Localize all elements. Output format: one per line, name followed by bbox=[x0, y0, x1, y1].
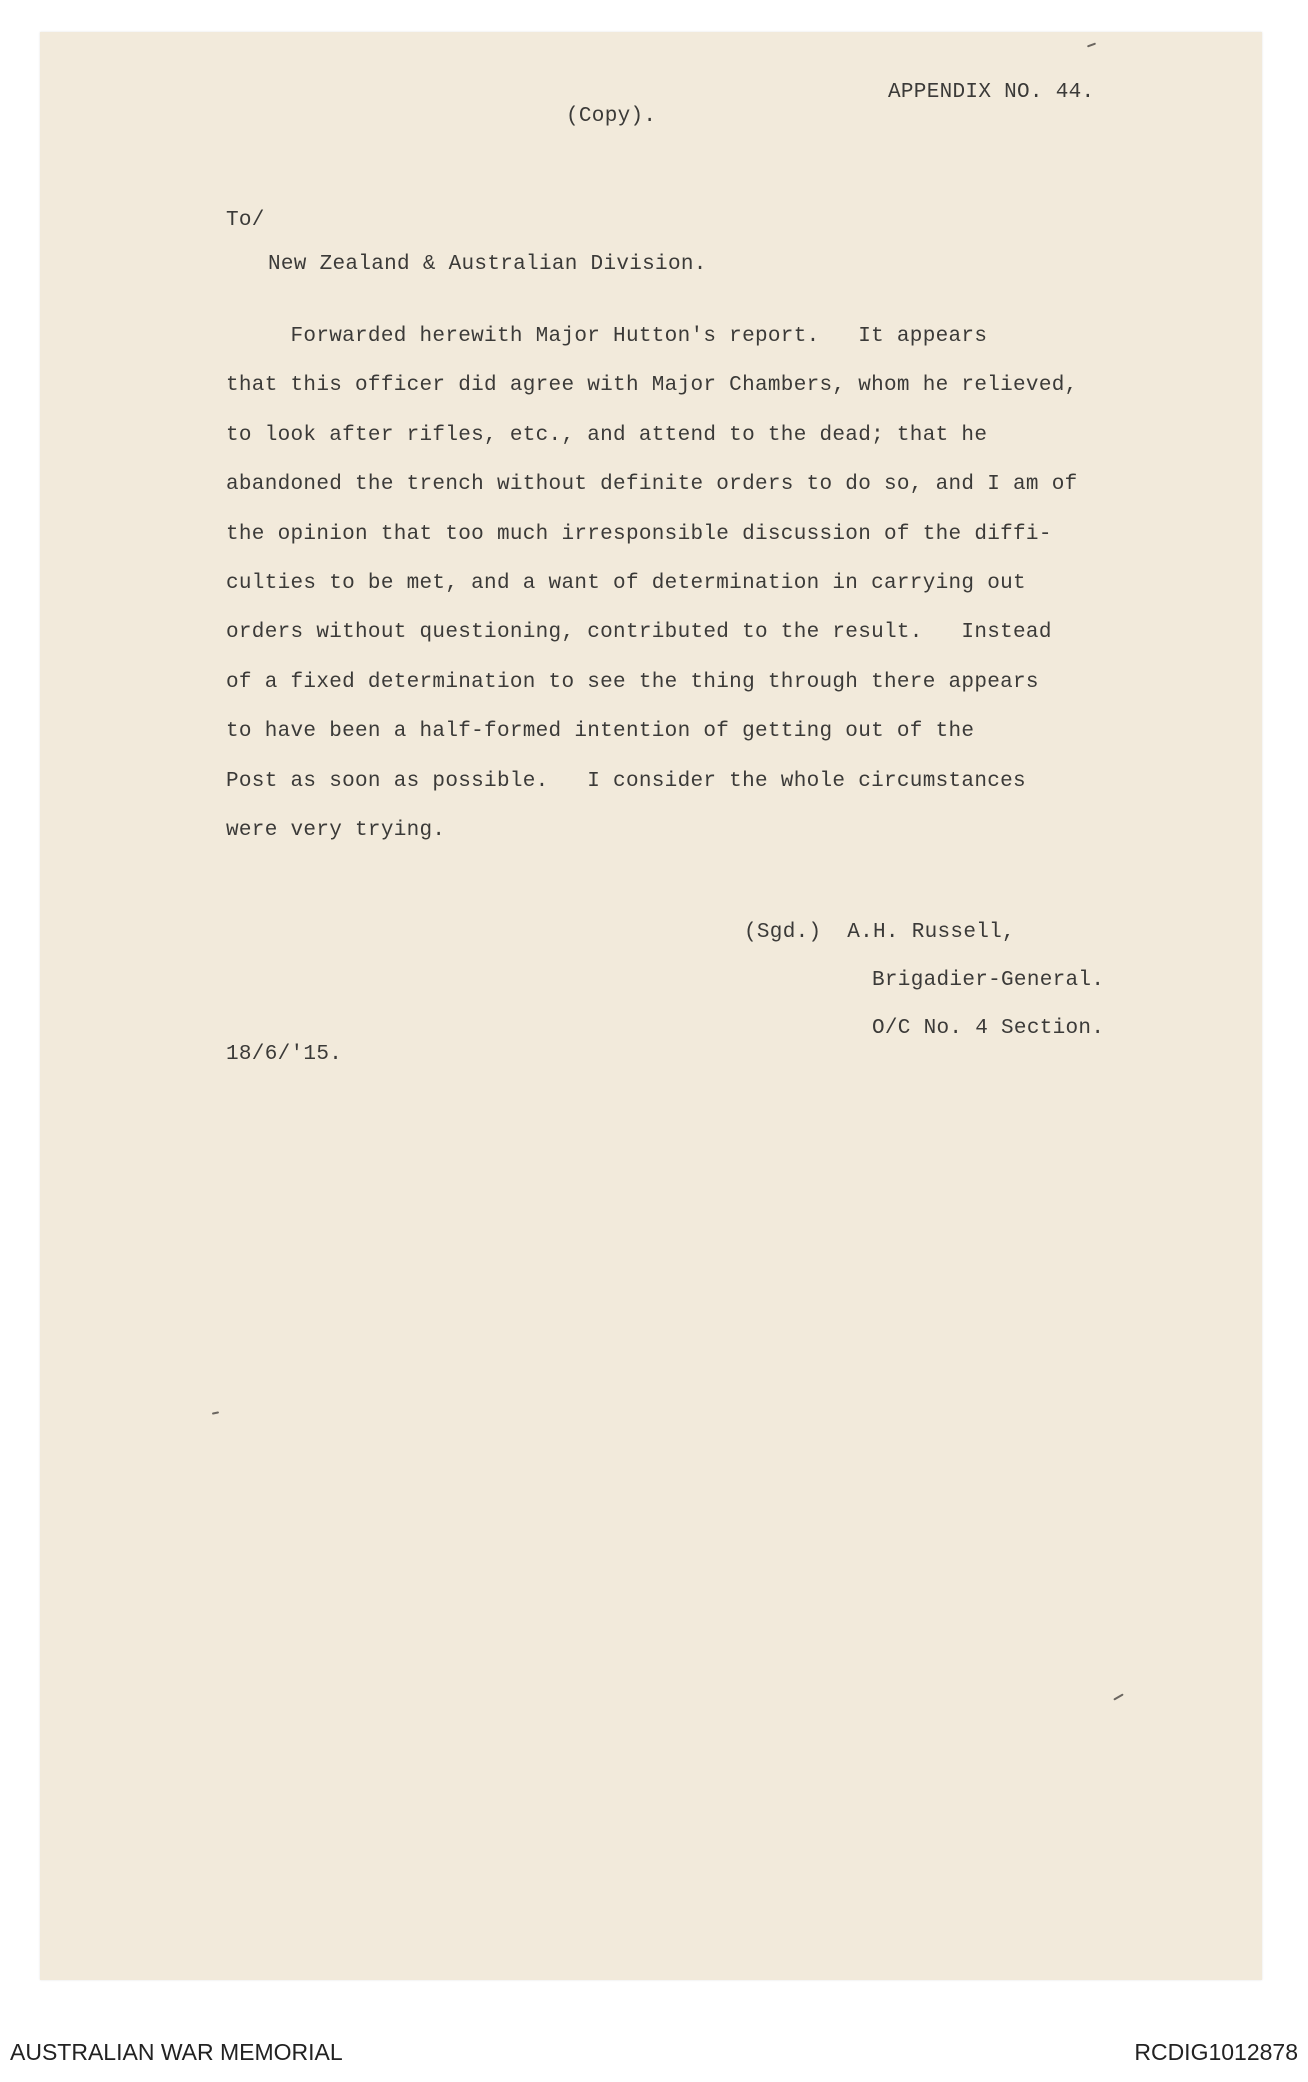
addressee: New Zealand & Australian Division. bbox=[268, 253, 707, 276]
body-line: the opinion that too much irresponsible discussion of the diffi- bbox=[226, 522, 1052, 546]
body-line: Post as soon as possible. I consider the whole circumstances bbox=[226, 769, 1026, 793]
body-line: to have been a half-formed intention of getting out of the bbox=[226, 720, 975, 744]
appendix-number: APPENDIX NO. 44. bbox=[888, 81, 1095, 104]
letter-body bbox=[226, 326, 1078, 869]
signature-line: (Sgd.) A.H. Russell, bbox=[744, 921, 1015, 944]
footer-institution: AUSTRALIAN WAR MEMORIAL bbox=[10, 2039, 343, 2065]
signatory-rank: Brigadier-General. bbox=[872, 969, 1105, 992]
document-date: 18/6/'15. bbox=[226, 1043, 343, 1066]
body-line: of a fixed determination to see the thing through there appears bbox=[226, 670, 1039, 694]
body-line: orders without questioning, contributed to the result. Instead bbox=[226, 621, 1052, 645]
copy-marker: (Copy). bbox=[566, 105, 657, 128]
body-line: that this officer did agree with Major Chambers, whom he relieved, bbox=[226, 374, 1078, 398]
body-line: were very trying. bbox=[226, 818, 446, 842]
body-line: Forwarded herewith Major Hutton's report. It appears bbox=[226, 325, 988, 348]
addressee-prefix: To/ bbox=[226, 209, 265, 232]
body-line: culties to be met, and a want of determination in carrying out bbox=[226, 571, 1026, 595]
footer-catalogue-id: RCDIG1012878 bbox=[1134, 2039, 1298, 2065]
body-line: to look after rifles, etc., and attend to the dead; that he bbox=[226, 423, 988, 447]
signatory-section: O/C No. 4 Section. bbox=[872, 1017, 1105, 1040]
body-line: abandoned the trench without definite orders to do so, and I am of bbox=[226, 473, 1078, 497]
